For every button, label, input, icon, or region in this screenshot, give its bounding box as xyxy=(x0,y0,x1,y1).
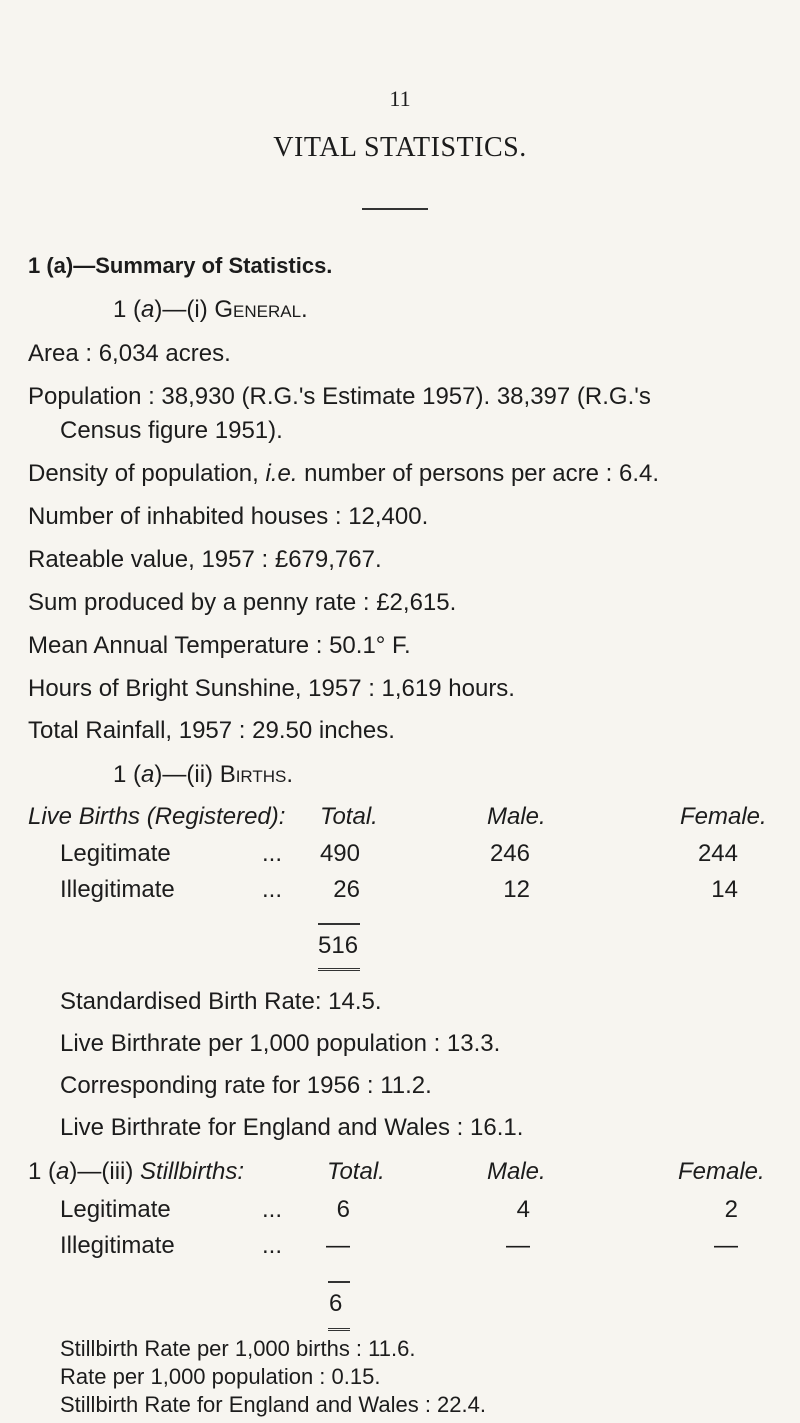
corresponding-rate: Corresponding rate for 1956 : 11.2. xyxy=(60,1072,432,1099)
rateable-line: Rateable value, 1957 : £679,767. xyxy=(28,546,382,573)
births-total-double-rule xyxy=(318,968,360,971)
general-heading xyxy=(113,296,308,324)
stillbirths-row-illegit-dots: ... xyxy=(262,1232,283,1259)
births-col-total: Total. xyxy=(320,803,378,830)
stillbirths-heading-word: Stillbirths: xyxy=(140,1158,245,1185)
births-row-legit-total: 490 xyxy=(319,840,360,867)
births-row-illegit-male: 12 xyxy=(503,876,530,903)
stillbirths-row-legit-label: Legitimate xyxy=(60,1196,171,1223)
temperature-line: Mean Annual Temperature : 50.1° F. xyxy=(28,632,411,659)
england-wales-stillbirth-rate: Stillbirth Rate for England and Wales : 22.4. xyxy=(60,1392,486,1417)
stillbirth-rate-population: Rate per 1,000 population : 0.15. xyxy=(60,1364,381,1389)
births-heading-prefix: 1 ( xyxy=(113,761,142,788)
stillbirths-col-female: Female. xyxy=(678,1158,765,1185)
density-suffix: number of persons per acre : 6.4. xyxy=(297,460,660,487)
births-row-legit-dots: ... xyxy=(262,840,283,867)
general-heading-word: General. xyxy=(214,296,308,323)
houses-line: Number of inhabited houses : 12,400. xyxy=(28,503,429,530)
sunshine-line: Hours of Bright Sunshine, 1957 : 1,619 hours. xyxy=(28,675,515,702)
stillbirths-col-total: Total. xyxy=(327,1158,385,1185)
births-row-label: Live Births (Registered): xyxy=(28,803,286,830)
births-col-male: Male. xyxy=(487,803,546,830)
stillbirths-heading-suffix: )—(iii) xyxy=(69,1158,141,1185)
population-line-2: Census figure 1951). xyxy=(60,417,283,444)
page-title: VITAL STATISTICS. xyxy=(273,132,527,163)
births-grand-total: 516 xyxy=(318,932,359,959)
page-number: 11 xyxy=(389,86,411,111)
stillbirths-total-double-rule xyxy=(328,1328,350,1331)
live-birthrate: Live Birthrate per 1,000 population : 13.3. xyxy=(60,1030,501,1057)
births-heading xyxy=(113,761,293,789)
england-wales-birthrate: Live Birthrate for England and Wales : 16.1. xyxy=(60,1114,524,1141)
density-line xyxy=(28,460,659,488)
births-row-illegit-total: 26 xyxy=(333,876,360,903)
penny-rate-line: Sum produced by a penny rate : £2,615. xyxy=(28,589,457,616)
stillbirth-rate-births: Stillbirth Rate per 1,000 births : 11.6. xyxy=(60,1336,416,1361)
births-row-legit-female: 244 xyxy=(697,840,738,867)
births-heading-word: Births. xyxy=(219,761,294,788)
stillbirths-row-legit-total: 6 xyxy=(336,1196,350,1223)
births-row-legit-label: Legitimate xyxy=(60,840,171,867)
general-heading-suffix: )—(i) xyxy=(154,296,215,323)
stillbirths-row-legit-dots: ... xyxy=(262,1196,283,1223)
stillbirths-row-illegit-total: — xyxy=(326,1232,350,1259)
population-line-1: Population : 38,930 (R.G.'s Estimate 1957). 38,397 (R.G.'s xyxy=(28,383,651,410)
births-row-illegit-female: 14 xyxy=(711,876,738,903)
births-heading-suffix: )—(ii) xyxy=(154,761,220,788)
stillbirths-heading-a: a xyxy=(56,1158,70,1185)
births-total-rule xyxy=(318,923,360,925)
summary-heading: 1 (a)—Summary of Statistics. xyxy=(28,253,333,278)
rainfall-line: Total Rainfall, 1957 : 29.50 inches. xyxy=(28,717,395,744)
stillbirths-row-illegit-female: — xyxy=(714,1232,738,1259)
births-row-illegit-dots: ... xyxy=(262,876,283,903)
births-row-illegit-label: Illegitimate xyxy=(60,876,175,903)
area-line: Area : 6,034 acres. xyxy=(28,340,231,367)
births-col-female: Female. xyxy=(680,803,767,830)
stillbirths-grand-total: 6 xyxy=(329,1290,343,1317)
stillbirths-heading xyxy=(28,1158,244,1186)
stillbirths-heading-prefix: 1 ( xyxy=(28,1158,57,1185)
births-row-legit-male: 246 xyxy=(489,840,530,867)
stillbirths-total-rule xyxy=(328,1281,350,1283)
stillbirths-row-legit-female: 2 xyxy=(724,1196,738,1223)
title-divider xyxy=(362,208,428,210)
births-heading-a: a xyxy=(141,761,155,788)
general-heading-a: a xyxy=(141,296,155,323)
stillbirths-row-illegit-male: — xyxy=(506,1232,530,1259)
stillbirths-row-legit-male: 4 xyxy=(516,1196,530,1223)
standardised-birth-rate: Standardised Birth Rate: 14.5. xyxy=(60,988,382,1015)
stillbirths-col-male: Male. xyxy=(487,1158,546,1185)
general-heading-prefix: 1 ( xyxy=(113,296,142,323)
stillbirths-row-illegit-label: Illegitimate xyxy=(60,1232,175,1259)
density-prefix: Density of population, xyxy=(28,460,266,487)
density-ie: i.e. xyxy=(265,460,298,487)
